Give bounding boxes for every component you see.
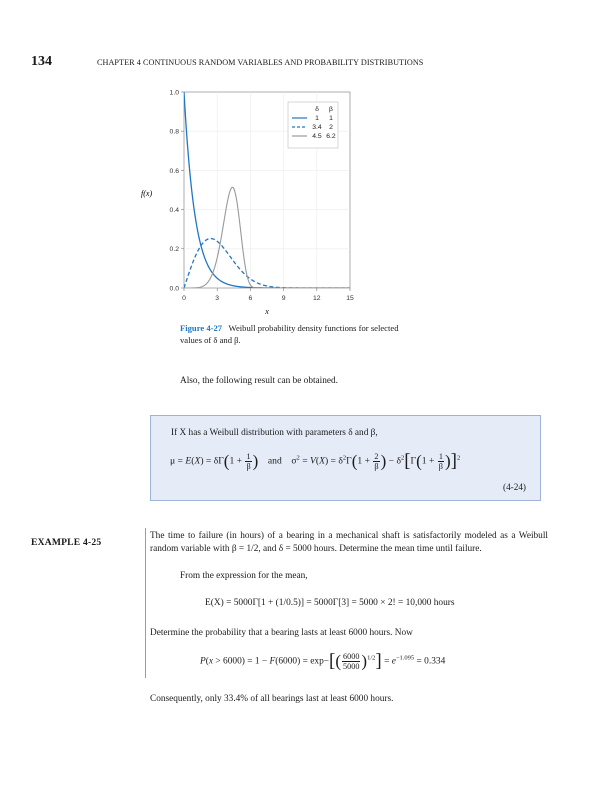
x-tick-label: 6 <box>248 295 253 302</box>
weibull-density-chart <box>120 80 370 320</box>
legend-delta-3: 4.5 <box>312 133 322 140</box>
mean-variance-formula: μ = E(X) = δΓ(1 + $\frac{1}{\beta}$ ) and $\sigma^2 = V(X) = \delta^2\Gamma(1$ + $\frac{2}{\beta}$ ) − $\delta^2[\Gamma(1$ + $\frac{1}{\beta}$ )]$^2$ <box>170 450 461 472</box>
x-tick-label: 15 <box>346 295 354 302</box>
example-rule <box>145 528 146 678</box>
example-problem-text: The time to failure (in hours) of a bearing in a mechanical shaft is satisfactorily modeled as a Weibull random variable with β = 1/2, and δ = 5000 hours. Determine the mean time until failure. <box>150 531 548 554</box>
equation-number: (4-24) <box>503 482 526 492</box>
figure-caption <box>180 322 400 346</box>
mean-calculation-equation: E(X) = 5000Γ[1 + (1/0.5)] = 5000Γ[3] = 5000 × 2! = 10,000 hours <box>205 598 455 608</box>
x-tick-label: 9 <box>281 295 286 302</box>
legend-delta-1: 1 <box>315 115 319 122</box>
figure-caption-text: Weibull probability density functions for selected values of δ and β. <box>180 323 399 345</box>
page-number: 134 <box>31 54 52 69</box>
x-tick-label: 0 <box>182 295 186 302</box>
example-conclusion-text: Consequently, only 33.4% of all bearings last at least 6000 hours. <box>150 694 394 704</box>
example-mean-text: From the expression for the mean, <box>180 571 308 581</box>
x-axis-label: x <box>265 307 269 316</box>
box-intro-text: If X has a Weibull distribution with parameters δ and β, <box>171 428 378 438</box>
y-tick-label: 0.8 <box>169 128 179 136</box>
y-axis-label: f(x) <box>141 189 153 198</box>
probability-calculation-equation: P(x > 6000) = 1 − F(6000) = exp−[( $\frac{6000}{5000}$ )$^{1/2}] = e^{-1.095} = 0.334$ <box>200 650 446 672</box>
legend-beta-2: 2 <box>329 124 333 131</box>
legend-beta-1: 1 <box>329 115 333 122</box>
legend-beta-3: 6.2 <box>326 133 336 140</box>
y-tick-label: 0.6 <box>169 167 179 175</box>
y-tick-label: 1.0 <box>169 89 179 97</box>
running-head: CHAPTER 4 CONTINUOUS RANDOM VARIABLES AND PROBABILITY DISTRIBUTIONS <box>97 58 424 67</box>
x-tick-label: 12 <box>313 295 321 302</box>
y-tick-label: 0.2 <box>169 246 179 254</box>
example-label: EXAMPLE 4-25 <box>31 537 102 548</box>
legend-header-delta: δ <box>315 106 319 113</box>
figure-label: Figure 4-27 <box>180 323 223 333</box>
legend-header-beta: β <box>329 106 333 113</box>
x-tick-label: 3 <box>215 295 220 302</box>
y-tick-label: 0.0 <box>169 285 179 293</box>
weibull-mean-variance-box <box>150 415 541 501</box>
example-probability-text: Determine the probability that a bearing lasts at least 6000 hours. Now <box>150 628 413 638</box>
legend-delta-2: 3.4 <box>312 124 322 131</box>
intro-paragraph: Also, the following result can be obtained. <box>180 376 339 386</box>
y-tick-label: 0.4 <box>169 207 179 214</box>
